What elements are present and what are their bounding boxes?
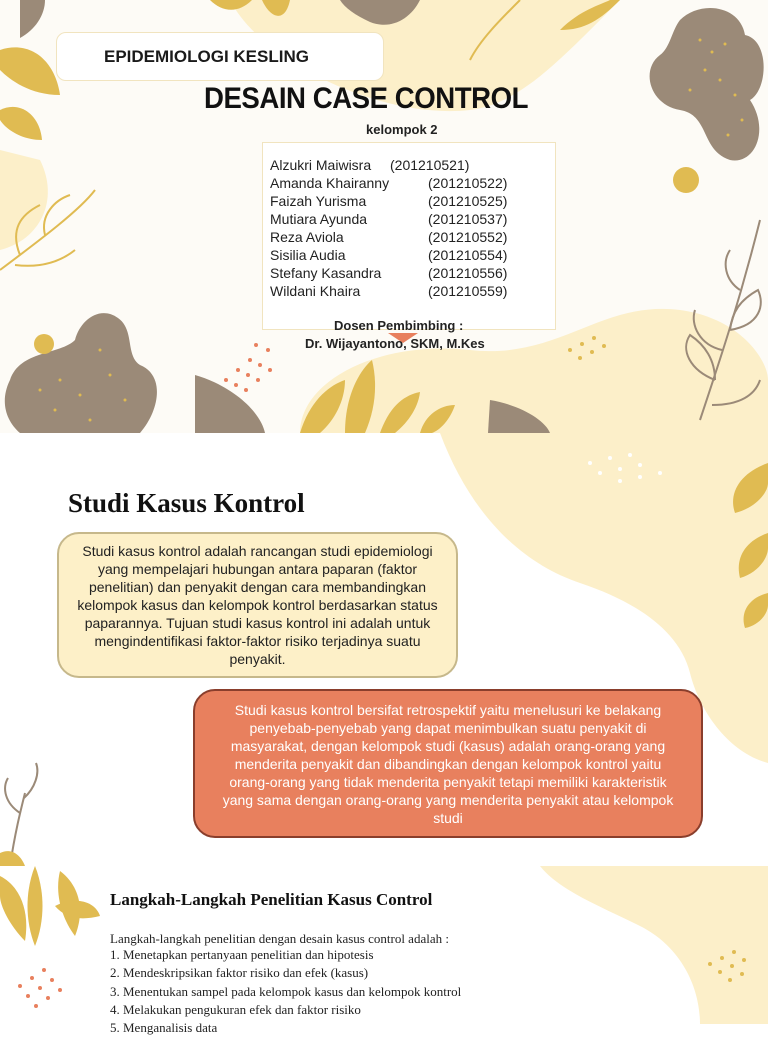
member-row <box>270 157 470 173</box>
member-row <box>270 265 508 281</box>
member-row <box>270 175 508 191</box>
main-title: DESAIN CASE CONTROL <box>204 82 529 115</box>
list-item: 5. Menganalisis data <box>110 1020 218 1036</box>
member-name: Mutiara Ayunda <box>270 211 368 227</box>
steps-slide <box>0 866 768 1036</box>
member-id: (201210559) <box>428 283 508 299</box>
member-id: (201210554) <box>428 247 508 263</box>
member-id: (201210556) <box>428 265 508 281</box>
group-label: kelompok 2 <box>366 122 438 137</box>
member-row <box>270 193 508 209</box>
member-id: (201210522) <box>428 175 508 191</box>
steps-intro: Langkah-langkah penelitian dengan desain kasus control adalah : <box>110 931 449 946</box>
lecturer-name: Dr. Wijayantono, SKM, M.Kes <box>305 336 485 351</box>
member-id: (201210525) <box>428 193 508 209</box>
member-row <box>270 283 508 299</box>
member-row <box>270 247 508 263</box>
list-item: 3. Menentukan sampel pada kelompok kasus dan kelompok kontrol <box>110 983 462 999</box>
member-name: Reza Aviola <box>270 229 344 245</box>
member-row <box>270 211 508 227</box>
member-name: Stefany Kasandra <box>270 265 382 281</box>
member-name: Wildani Khaira <box>270 283 361 299</box>
member-id: (201210537) <box>428 211 508 227</box>
member-row <box>270 229 508 245</box>
member-name: Sisilia Audia <box>270 247 346 263</box>
definition-text: Studi kasus kontrol adalah rancangan studi epidemiologi yang mempelajari hubungan antara paparan (faktor penelitian) dan penyakit dengan cara membandingkan kelompok kasus dan kelompok kontrol berdasarkan status paparannya. Tujuan studi kasus kontrol ini adalah untuk mengindentifikasi faktor-faktor risiko terjadinya suatu penyakit. <box>77 543 438 667</box>
list-item: 1. Menetapkan pertanyaan penelitian dan hipotesis <box>110 947 374 962</box>
steps-title: Langkah-Langkah Penelitian Kasus Control <box>110 890 433 909</box>
member-name: Amanda Khairanny <box>270 175 390 191</box>
member-name: Faizah Yurisma <box>270 193 367 209</box>
list-item: 4. Melakukan pengukuran efek dan faktor risiko <box>110 1001 361 1017</box>
definition-slide <box>0 433 768 866</box>
member-id: (201210552) <box>428 229 508 245</box>
member-name: Alzukri Maiwisra <box>270 157 372 173</box>
course-title: EPIDEMIOLOGI KESLING <box>104 47 309 66</box>
lecturer-label: Dosen Pembimbing : <box>334 318 464 333</box>
retrospective-box <box>193 689 703 838</box>
section-title: Studi Kasus Kontrol <box>68 488 305 518</box>
list-item: 2. Mendeskripsikan faktor risiko dan efek (kasus) <box>110 965 369 981</box>
retrospective-text: Studi kasus kontrol bersifat retrospektif yaitu menelusuri ke belakang penyebab-penyebab yang dapat menimbulkan suatu penyakit di masyarakat, dengan kelompok studi (kasus) adalah orang-orang yang menderita penyakit dan dibandingkan dengan kelompok kontrol yaitu orang-orang yang tidak menderita penyakit tetapi memiliki karakteristik yang sama dengan orang-orang yang menderita penyakit atau kelompok studi <box>222 701 674 826</box>
definition-box <box>57 532 458 678</box>
member-id: (201210521) <box>390 157 470 173</box>
title-slide <box>0 0 768 433</box>
steps-list <box>110 947 461 1038</box>
